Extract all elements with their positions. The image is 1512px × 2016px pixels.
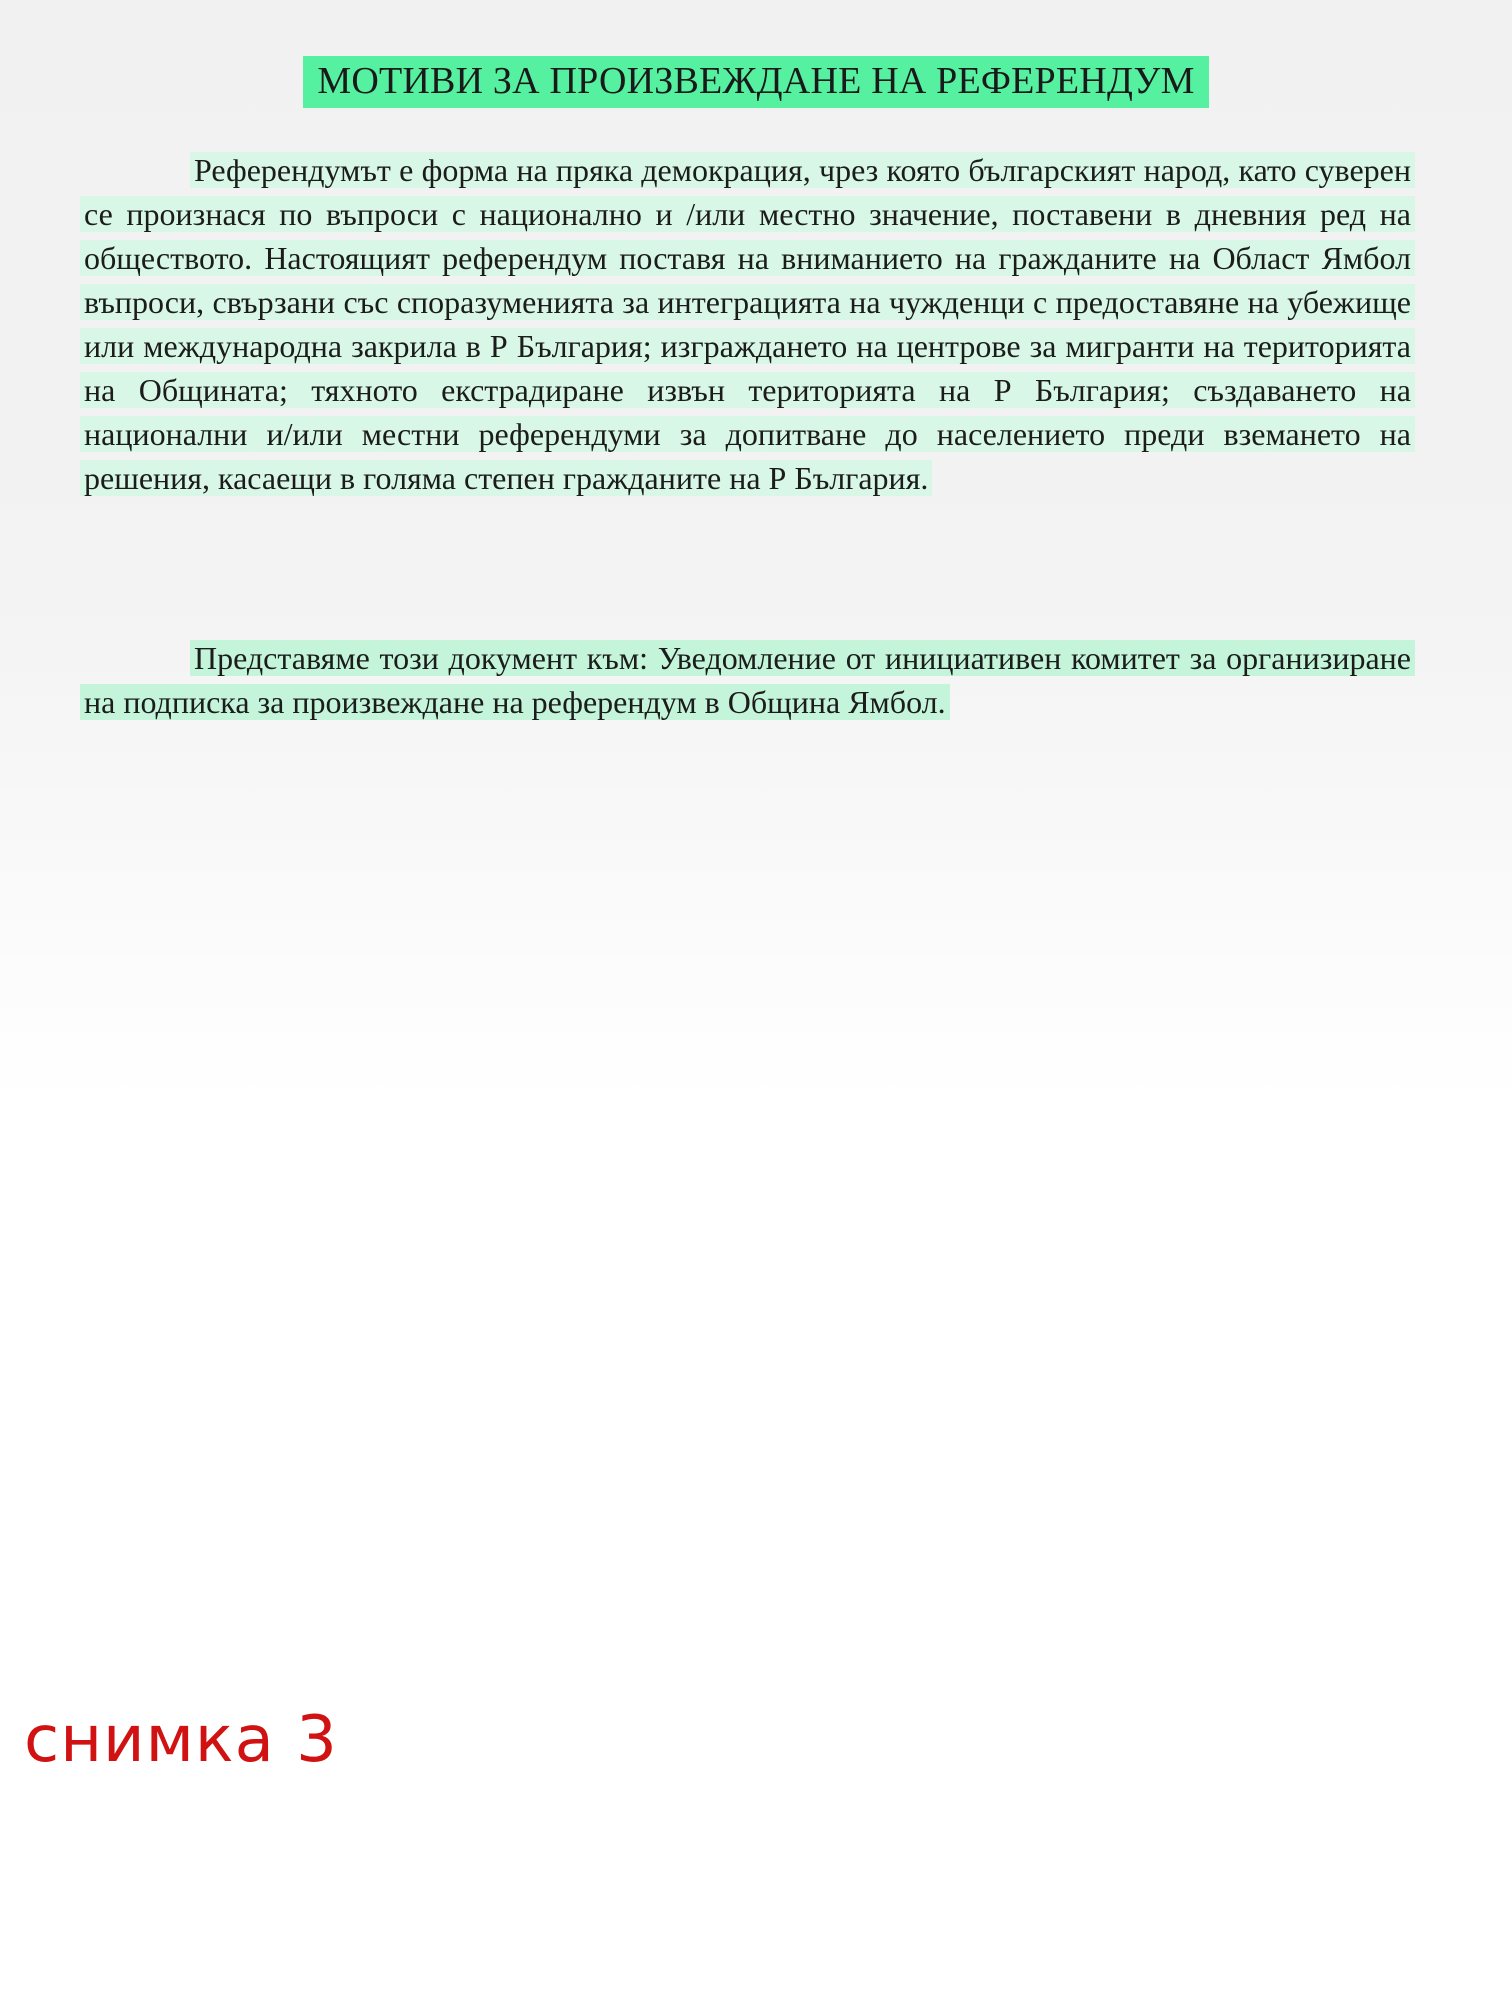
document-title-container [0, 56, 1512, 108]
document-title: МОТИВИ ЗА ПРОИЗВЕЖДАНЕ НА РЕФЕРЕНДУМ [303, 56, 1208, 108]
document-paragraph-submission [80, 636, 1415, 724]
photo-caption: снимка 3 [24, 1703, 338, 1777]
paragraph-text-submission: Представяме този документ към: Уведомление от инициативен комитет за организиране на подписка за произвеждане на референдум в Община Ямбол. [80, 640, 1415, 720]
document-paragraph-motives [80, 148, 1415, 500]
paragraph-text-motives: Референдумът е форма на пряка демокрация, чрез която българският народ, като суверен се произнася по въпроси с национално и /или местно значение, поставени в дневния ред на обществото. Настоящият референдум поставя на вниманието на гражданите на Област Ямбол въпроси, свързани със споразуменията за интеграцията на чужденци с предоставяне на убежище или международна закрила в Р България; изграждането на центрове за мигранти на територията на Общината; тяхното екстрадиране извън територията на Р България; създаването на национални и/или местни референдуми за допитване до населението преди вземането на решения, касаещи в голяма степен гражданите на Р България. [80, 152, 1415, 496]
